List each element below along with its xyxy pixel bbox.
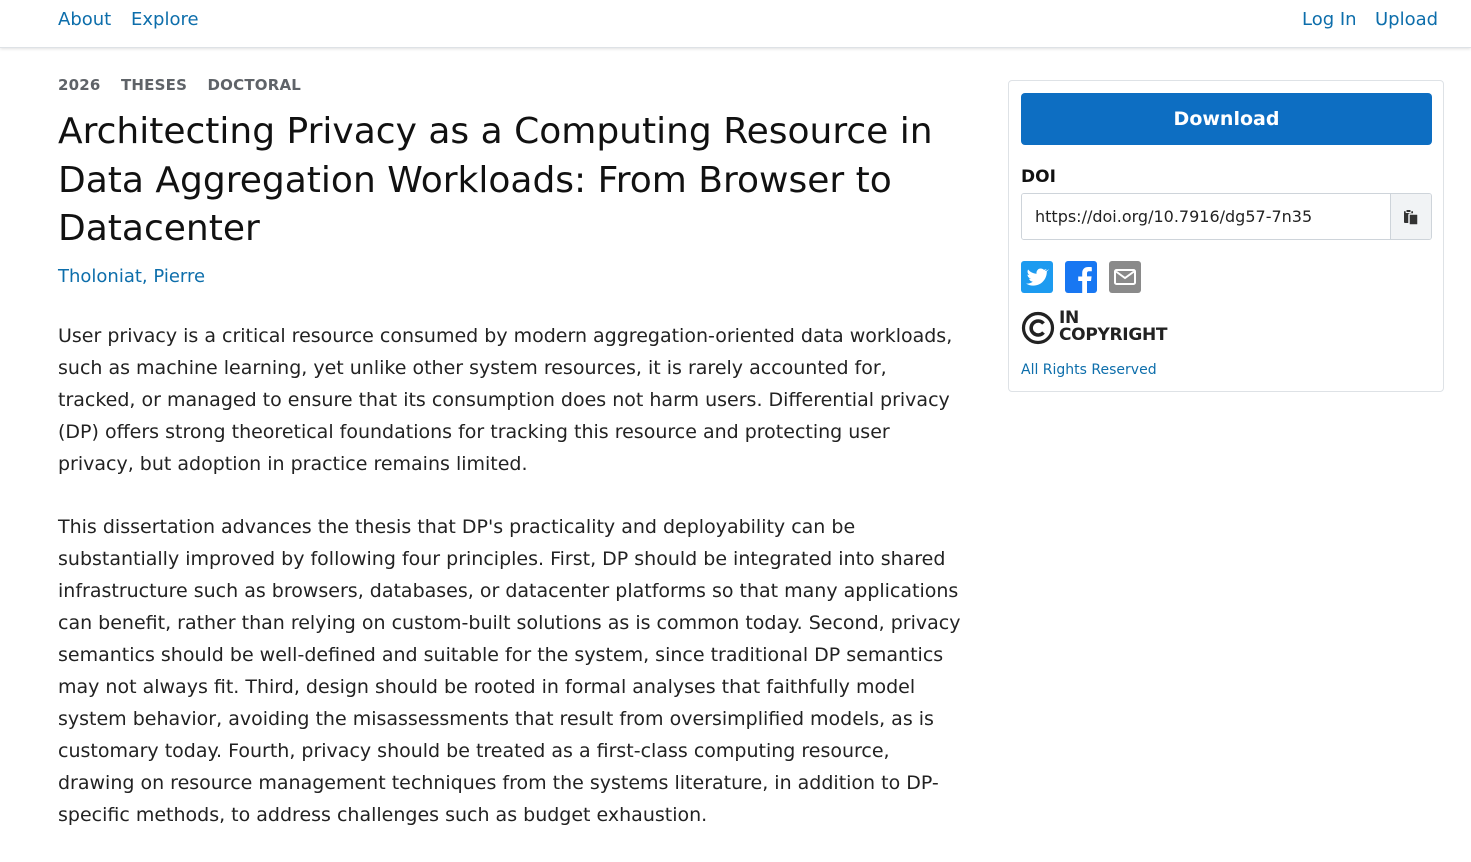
abstract-paragraph: This dissertation advances the thesis that DP's practicality and deployability can be substantially improved by following four principles. First, DP should be integrated into shared infrastructure such as browsers, databases, or datacenter platforms so that many applications can benefit, rather than relying on custom-built solutions as is common today. Second, privacy semantics should be well-defined and suitable for the system, since traditional DP semantics may not always fit. Third, design should be rooted in formal analyses that faithfully model system behavior, avoiding the misassessments that result from oversimplified models, as is customary today. Fourth, privacy should be treated as a first-class computing resource, drawing on resource management techniques from the systems literature, in addition to DP-specific methods, to address challenges such as budget exhaustion. <box>58 516 961 826</box>
breadcrumb-year: 2026 <box>58 76 101 94</box>
clipboard-icon <box>1403 208 1419 226</box>
copy-doi-button[interactable] <box>1390 194 1431 239</box>
rights-link[interactable]: All Rights Reserved <box>1021 362 1157 378</box>
rights-line-2: COPYRIGHT <box>1059 325 1168 345</box>
breadcrumb-genre: THESES <box>121 76 188 94</box>
twitter-icon[interactable] <box>1021 261 1053 293</box>
doi-field[interactable] <box>1022 194 1390 239</box>
abstract <box>58 320 970 862</box>
facebook-icon[interactable] <box>1065 261 1097 293</box>
download-button[interactable]: Download <box>1021 93 1432 145</box>
record-title: Architecting Privacy as a Computing Resource in Data Aggregation Workloads: From Browser to Datacenter <box>58 111 933 249</box>
download-sidebar <box>1008 80 1444 392</box>
abstract-paragraph: User privacy is a critical resource consumed by modern aggregation-oriented data workloads, such as machine learning, yet unlike other system resources, it is rarely accounted for, tracked, or managed to ensure that its consumption does not harm users. Differential privacy (DP) offers strong theoretical foundations for tracking this resource and protecting user privacy, but adoption in practice remains limited. <box>58 325 953 475</box>
rights-line-1: IN <box>1059 308 1079 328</box>
top-navbar <box>0 0 1471 48</box>
record-type-breadcrumb <box>58 76 316 94</box>
email-icon[interactable] <box>1109 261 1141 293</box>
doi-input-group <box>1021 193 1432 240</box>
nav-upload-link[interactable]: Upload <box>1375 9 1439 30</box>
breadcrumb-degree: DOCTORAL <box>207 76 302 94</box>
author-link[interactable]: Tholoniat, Pierre <box>58 266 206 287</box>
nav-explore-link[interactable]: Explore <box>131 9 199 30</box>
nav-login-link[interactable]: Log In <box>1302 9 1357 30</box>
copyright-icon <box>1021 311 1055 345</box>
nav-about-link[interactable]: About <box>58 9 112 30</box>
rights-statement-logo <box>1059 310 1167 344</box>
doi-label: DOI <box>1021 167 1056 187</box>
